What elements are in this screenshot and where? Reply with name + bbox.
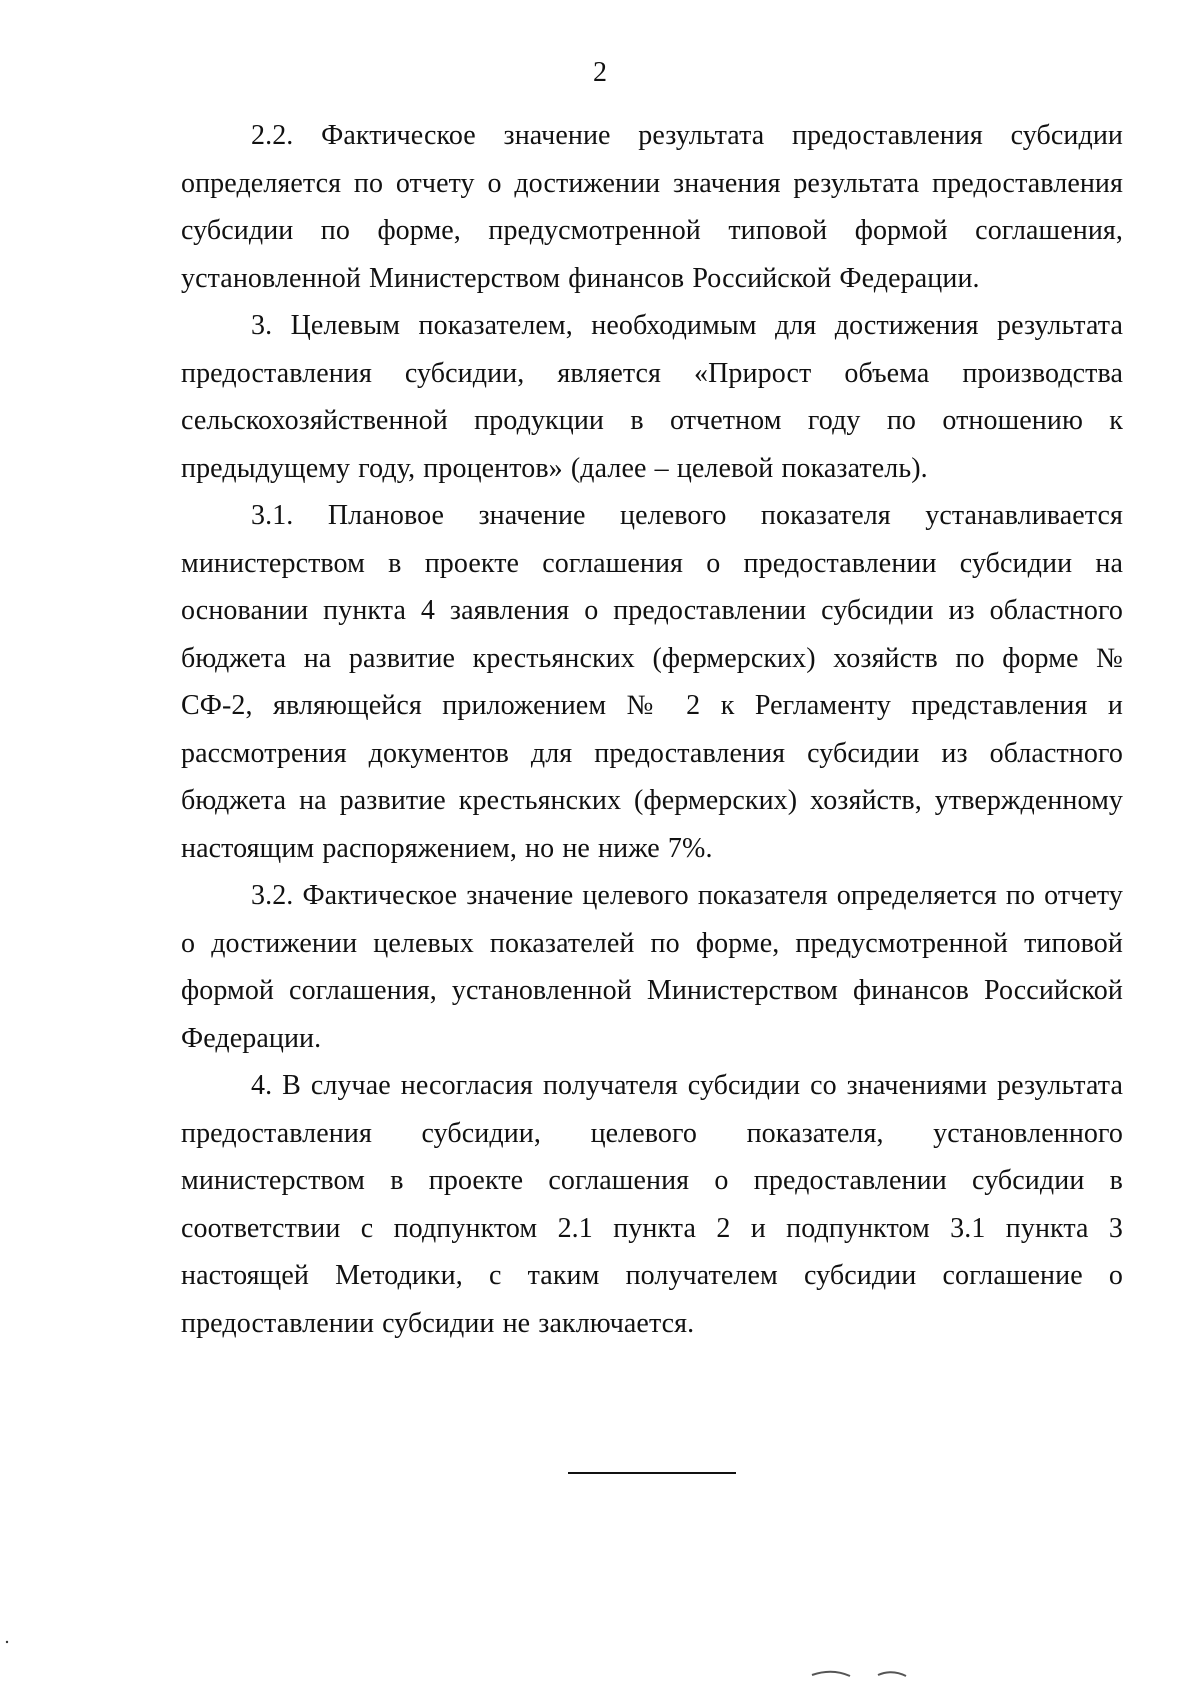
scan-specks: [0, 1638, 1200, 1678]
paragraph-2-2: 2.2. Фактическое значение результата предоставления субсидии определяется по отчету о достижении значения результата предоставления субсидии по форме, предусмотренной типовой формой соглашения, установленной Министерством финансов Российской Федерации.: [181, 120, 1123, 294]
page-number: 2: [593, 57, 607, 88]
paragraph-3-1: 3.1. Плановое значение целевого показателя устанавливается министерством в проекте соглашения о предоставлении субсидии на основании пункта 4 заявления о предоставлении субсидии из областного бюджета на развитие крестьянских (фермерских) хозяйств по форме № СФ-2, являющейся приложением № 2 к Регламенту представления и рассмотрения документов для предоставления субсидии из областного бюджета на развитие крестьянских (фермерских) хозяйств, утвержденному настоящим распоряжением, но не ниже 7%.: [181, 500, 1123, 864]
document-body: [181, 112, 1123, 1347]
paragraph-3-2: 3.2. Фактическое значение целевого показателя определяется по отчету о достижении целевых показателей по форме, предусмотренной типовой формой соглашения, установленной Министерством финансов Российской Федерации.: [181, 880, 1123, 1054]
end-separator-line: [568, 1472, 736, 1474]
paragraph-4: 4. В случае несогласия получателя субсидии со значениями результата предоставления субсидии, целевого показателя, установленного министерством в проекте соглашения о предоставлении субсидии в соответствии с подпунктом 2.1 пункта 2 и подпунктом 3.1 пункта 3 настоящей Методики, с таким получателем субсидии соглашение о предоставлении субсидии не заключается.: [181, 1070, 1123, 1339]
paragraph-3: 3. Целевым показателем, необходимым для достижения результата предоставления субсидии, является «Прирост объема производства сельскохозяйственной продукции в отчетном году по отношению к предыдущему году, процентов» (далее – целевой показатель).: [181, 310, 1123, 484]
